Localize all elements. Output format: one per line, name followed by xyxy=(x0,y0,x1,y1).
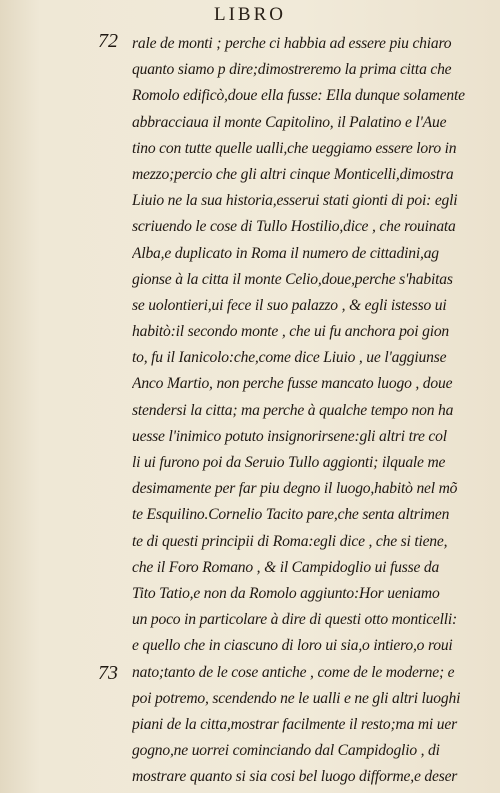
text-line: Liuio ne la sua historia,esserui stati gionti di poi: egli xyxy=(132,192,458,210)
text-line: mezzo;percio che gli altri cinque Monticelli,dimostra xyxy=(132,165,454,183)
text-line: desimamente per far piu degno il luogo,habitò nel mõ xyxy=(132,480,458,498)
text-line: che il Foro Romano , & il Campidoglio ui fusse da xyxy=(132,558,440,576)
text-line: stendersi la citta; ma perche à qualche tempo non ha xyxy=(132,401,454,419)
text-line: li ui furono poi da Seruio Tullo aggionti; ilquale me xyxy=(132,454,446,471)
text-line: mostrare quanto si sia cosi bel luogo difforme,e deser xyxy=(132,768,458,786)
text-line: habitò:il secondo monte , che ui fu anchora poi gion xyxy=(132,323,450,341)
text-line: piani de la citta,mostrar facilmente il resto;ma mi uer xyxy=(132,715,457,733)
text-line: Romolo edificò,doue ella fusse: Ella dunque solamente xyxy=(132,87,465,105)
text-line: abbracciaua il monte Capitolino, il Palatino e l'Aue xyxy=(132,113,447,131)
text-line: se uolontieri,ui fece il suo palazzo , & egli istesso ui xyxy=(132,296,447,314)
text-line: un poco in particolare à dire di questi otto monticelli: xyxy=(132,611,458,629)
text-line: Alba,e duplicato in Roma il numero de cittadini,ag xyxy=(132,244,439,262)
text-line: quanto siamo p dire;dimostreremo la prima citta che xyxy=(132,61,452,79)
text-line: Anco Martio, non perche fusse mancato luogo , doue xyxy=(132,375,453,393)
text-line: scriuendo le cose di Tullo Hostilio,dice , che rouinata xyxy=(132,218,456,236)
text-line: te Esquilino.Cornelio Tacito pare,che senta altrimen xyxy=(132,506,450,524)
text-line: Tito Tatio,e non da Romolo aggiunto:Hor ueniamo xyxy=(132,584,440,602)
text-line: rale de monti ; perche ci habbia ad essere piu chiaro xyxy=(132,35,452,52)
running-header: LIBRO xyxy=(214,4,286,25)
text-line: nato;tanto de le cose antiche , come de le moderne; e xyxy=(132,663,455,681)
text-line: tino con tutte quelle ualli,che ueggiamo essere loro in xyxy=(132,139,457,157)
text-line: gogno,ne uorrei cominciando dal Campidoglio , di xyxy=(132,742,440,760)
text-line: uesse l'inimico potuto insignorirsene:gli altri tre col xyxy=(132,427,447,445)
text-line: e quello che in ciascuno di loro ui sia,o intiero,o roui xyxy=(132,637,453,655)
body-text xyxy=(132,31,488,790)
text-line: te di questi principii di Roma:egli dice , che si tiene, xyxy=(132,532,448,550)
text-line: gionse à la citta il monte Celio,doue,perche s'habitas xyxy=(132,270,453,288)
text-line: to, fu il Ianicolo:che,come dice Liuio , ue l'aggiunse xyxy=(132,349,447,367)
margin-number: 73 xyxy=(98,662,118,684)
text-line: poi potremo, scendendo ne le ualli e ne gli altri luoghi xyxy=(132,689,461,707)
margin-number: 72 xyxy=(98,30,118,52)
